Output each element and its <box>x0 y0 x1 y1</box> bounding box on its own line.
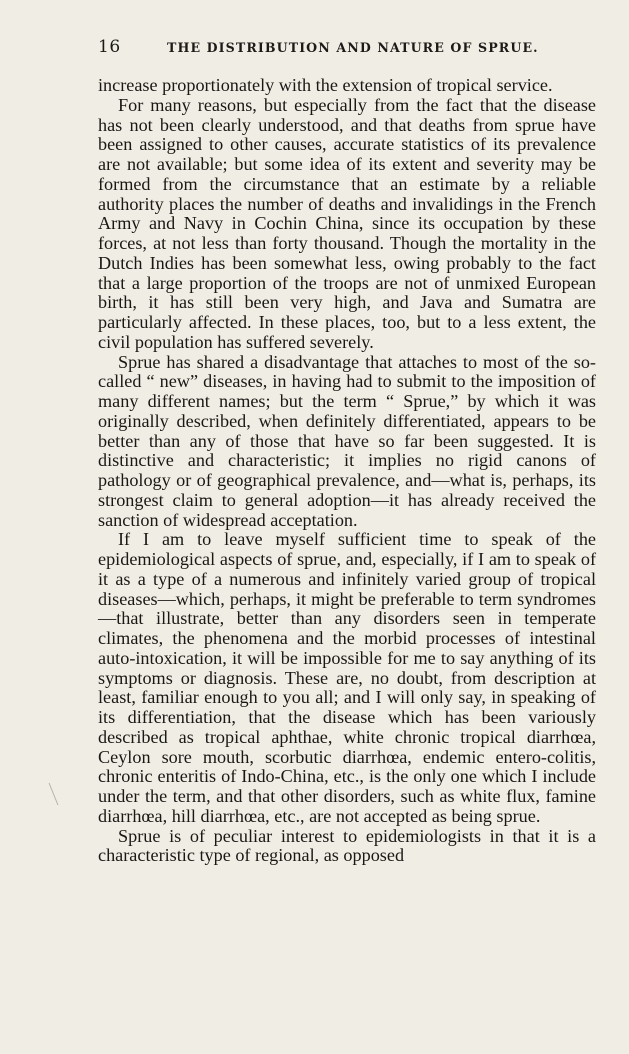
paragraph-continuation: increase proportionately with the extension of tropical service. <box>98 75 553 95</box>
page-header <box>98 37 596 59</box>
paragraph: If I am to leave myself sufficient time to speak of the epidemiological aspects of sprue, and, especially, if I am to speak of it as a type of a numerous and infinitely varied group of tropical diseases—which, perhaps, it might be preferable to term syndromes—that illustrate, better than any disorders seen in temperate climates, the phenomena and the morbid processes of intestinal auto-intoxication, it will be impossible for me to say anything of its symptoms or diagnosis. These are, no doubt, from description at least, familiar enough to you all; and I will only say, in speaking of its differentiation, that the disease which has been variously described as tropical aphthae, white chronic tropical diarrhœa, Ceylon sore mouth, scorbutic diarrhœa, endemic entero-colitis, chronic enteritis of Indo-China, etc., is the only one which I include under the term, and that other disorders, such as white flux, famine diarrhœa, hill diarrhœa, etc., are not accepted as being sprue. <box>98 529 596 826</box>
running-head: THE DISTRIBUTION AND NATURE OF SPRUE. <box>167 40 539 55</box>
paragraph: Sprue has shared a disadvantage that attaches to most of the so-called “ new” diseases, in having had to submit to the imposition of many different names; but the term “ Sprue,” by which it was originally described, when definitely differentiated, appears to be better than any of those that have so far been suggested. It is distinctive and characteristic; it implies no rigid canons of pathology or of geographical prevalence, and—what is, perhaps, its strongest claim to general adoption—it has already received the sanction of widespread acceptation. <box>98 351 596 530</box>
page-number: 16 <box>98 37 121 57</box>
paragraph: For many reasons, but especially from the fact that the disease has not been clearly understood, and that deaths from sprue have been assigned to other causes, accurate statistics of its prevalence are not available; but some idea of its extent and severity may be formed from the circumstance that an estimate by a reliable authority places the number of deaths and invalidings in the French Army and Navy in Cochin China, since its occupation by these forces, at not less than forty thousand. Though the mortality in the Dutch Indies has been somewhat less, owing probably to the fact that a large proportion of the troops are not of unmixed European birth, it has still been very high, and Java and Sumatra are particularly affected. In these places, too, but to a less extent, the civil population has suffered severely. <box>98 94 596 352</box>
body-text <box>98 76 596 866</box>
paragraph: Sprue is of peculiar interest to epidemiologists in that it is a characteristic type of regional, as opposed <box>98 825 596 866</box>
margin-pencil-mark <box>49 783 68 805</box>
